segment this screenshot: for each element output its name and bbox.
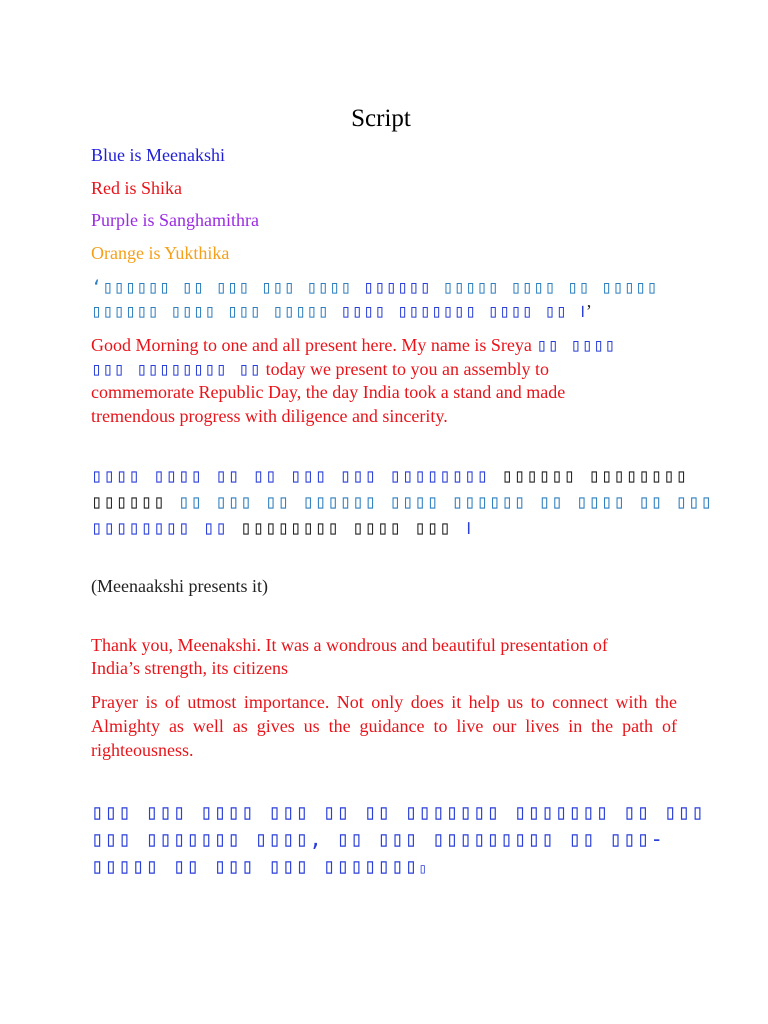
intro-text: today we present to you an assembly to [261,359,550,379]
opening-quote-line-1 [91,275,677,300]
stage-direction: (Meenaakshi presents it) [91,576,268,596]
hindi-block-line-1 [91,464,689,488]
hindi-text: । [451,517,473,539]
hindi-text: ▯▯▯▯▯ ▯▯▯▯ ▯▯ ▯▯▯▯▯ [431,277,658,298]
page-title: Script [351,105,411,132]
hindi-text: ▯▯▯▯▯▯ [91,491,166,513]
hindi-block-line-2 [91,490,713,514]
hindi-text: ▯▯▯ ▯▯▯▯▯▯▯ ▯▯▯▯, ▯▯ ▯▯▯ ▯▯▯▯▯▯▯▯▯ ▯▯ ▯▯▯- [91,827,665,851]
hindi-text: ▯▯▯ ▯▯▯ ▯▯▯▯ ▯▯▯ ▯▯ ▯▯ ▯▯▯▯▯▯▯ ▯▯▯▯▯▯▯ ▯▯ ▯▯▯ [91,800,705,824]
hindi-text: ▯▯▯▯▯ ▯▯ ▯▯▯ ▯▯▯ ▯▯▯▯▯▯▯ [91,854,419,878]
hindi-text: ▯▯▯▯ ▯▯▯▯ ▯▯ ▯▯ ▯▯▯ ▯▯▯ ▯▯▯▯▯▯▯▯ [91,465,490,487]
intro-line-1 [91,333,677,358]
intro-line-3: commemorate Republic Day, the day India took a stand and made [91,382,566,402]
hindi-text: ▯▯▯▯▯▯▯▯ ▯▯ [91,517,228,539]
opening-quote-line-2 [91,299,677,324]
legend-blue: Blue is Meenakshi [91,145,225,165]
intro-text: Good Morning to one and all present here. My name is Sreya [91,335,537,355]
hindi-text: ▯▯▯ ▯▯▯▯▯▯▯▯ ▯▯ [91,359,262,380]
hindi-text: ▯▯▯▯▯▯ [351,277,432,298]
legend-red: Red is Shika [91,178,183,198]
hindi-text: ‘▯▯▯▯▯▯ ▯▯ ▯▯▯ ▯▯▯ ▯▯▯▯ [91,277,352,298]
hindi-text: ▯▯ ▯▯▯ ▯▯ ▯▯▯▯▯▯ ▯▯▯▯ ▯▯▯▯▯▯ ▯▯ ▯▯▯▯ ▯▯ ▯▯▯ [165,491,713,513]
closing-hindi-line-3 [91,854,677,881]
hindi-text: ▯▯▯▯▯▯▯▯ ▯▯▯▯ ▯▯▯ [227,517,452,539]
thanks-line-2: India’s strength, its citizens [91,658,288,678]
closing-hindi-line-2 [91,827,677,852]
hindi-text: ▯▯▯▯▯▯ ▯▯▯▯▯▯▯▯ [489,465,689,487]
intro-line-2 [91,357,677,382]
hindi-text: ▯ [418,861,428,877]
closing-hindi-line-1 [91,800,705,825]
hindi-text: ▯▯ ▯▯▯▯ [536,335,616,356]
legend-orange: Orange is Yukthika [91,243,230,263]
legend-purple: Purple is Sanghamithra [91,210,259,230]
intro-line-4: tremendous progress with diligence and sincerity. [91,406,448,426]
hindi-block-line-3 [91,516,677,540]
closing-quote-mark: ’ [585,301,592,321]
prayer-paragraph: Prayer is of utmost importance. Not only does it help us to connect with the Almighty as well as gives us the guidance to live our lives in the path of righteousness. [91,692,677,760]
thanks-line-1: Thank you, Meenakshi. It was a wondrous and beautiful presentation of [91,635,608,655]
hindi-text: ▯▯▯▯ ▯▯▯▯▯▯▯ ▯▯▯▯ ▯▯ । [329,301,586,322]
hindi-text: ▯▯▯▯▯▯ ▯▯▯▯ ▯▯▯ ▯▯▯▯▯ [91,301,330,322]
